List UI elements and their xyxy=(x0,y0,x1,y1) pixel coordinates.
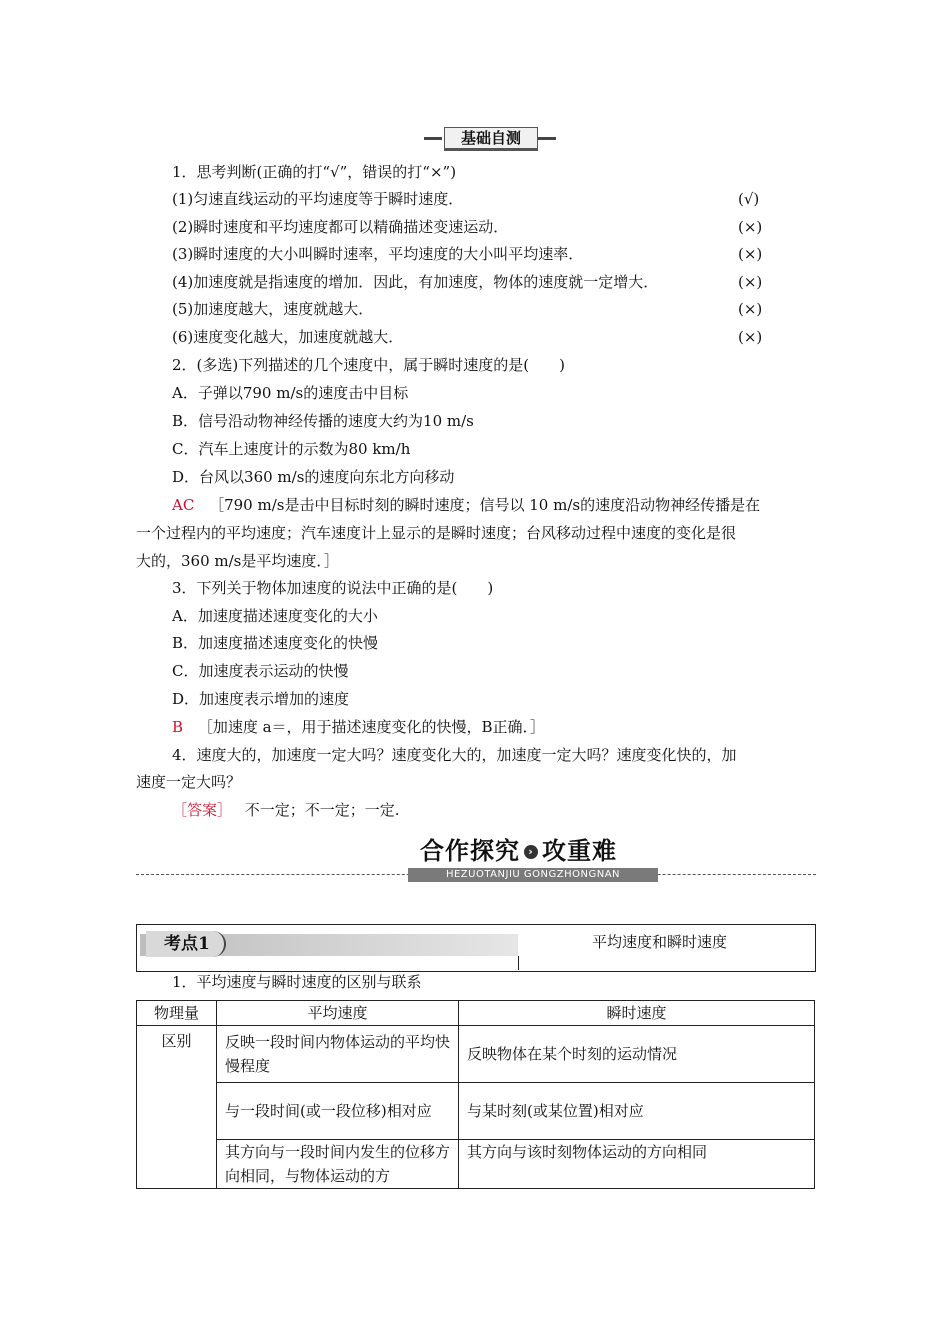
table-row xyxy=(137,1026,815,1083)
table-cell: 其方向与该时刻物体运动的方向相同 xyxy=(459,1140,815,1189)
banner-title-left: 合作探究 xyxy=(420,837,520,865)
q4-answer-label: ［答案］ xyxy=(172,801,233,819)
q1-item-3: (3)瞬时速度的大小叫瞬时速率，平均速度的大小叫平均速率． xyxy=(172,245,584,263)
table-header-cell: 物理量 xyxy=(137,1001,217,1026)
q2-explanation-2: 一个过程内的平均速度；汽车速度计上显示的是瞬时速度；台风移动过程中速度的变化是很 xyxy=(136,524,737,542)
table-cell: 与一段时间(或一段位移)相对应 xyxy=(217,1083,459,1140)
q1-stem: 1．思考判断(正确的打“√”，错误的打“×”) xyxy=(172,163,457,181)
section-header-label: 基础自测 xyxy=(444,127,538,151)
header-left-bar xyxy=(424,137,442,140)
q1-item-4: (4)加速度就是指速度的增加．因此，有加速度，物体的速度就一定增大． xyxy=(172,273,659,291)
q2-explanation-1: ［790 m/s是击中目标时刻的瞬时速度；信号以 10 m/s的速度沿动物神经传播是在 xyxy=(209,496,761,514)
q1-mark-5: (×) xyxy=(738,300,763,318)
q3-option-d: D．加速度表示增加的速度 xyxy=(172,690,350,708)
q2-option-a: A．子弹以790 m/s的速度击中目标 xyxy=(172,384,409,402)
arrow-right-icon: › xyxy=(524,845,538,859)
q1-mark-4: (×) xyxy=(738,273,763,291)
kaodian-title: 平均速度和瞬时速度 xyxy=(592,933,728,951)
q1-item-1: (1)匀速直线运动的平均速度等于瞬时速度． xyxy=(172,190,464,208)
q3-answer: B xyxy=(172,718,184,736)
kaodian-badge: 考点1 xyxy=(146,931,226,957)
table-row xyxy=(137,1083,815,1140)
q3-explanation: ［加速度 a＝，用于描述速度变化的快慢，B正确．］ xyxy=(197,718,546,736)
table-row xyxy=(137,1140,815,1189)
q1-item-5: (5)加速度越大，速度就越大． xyxy=(172,300,374,318)
table-header-row xyxy=(137,1001,815,1026)
table-header-cell: 平均速度 xyxy=(217,1001,459,1026)
q1-mark-1: (√) xyxy=(738,190,760,208)
banner-subtitle: HEZUOTANJIU GONGZHONGNAN xyxy=(408,868,658,882)
q3-option-b: B．加速度描述速度变化的快慢 xyxy=(172,634,379,652)
section-header xyxy=(424,127,556,149)
q2-option-d: D．台风以360 m/s的速度向东北方向移动 xyxy=(172,468,455,486)
row-label-cell: 区别 xyxy=(137,1026,217,1189)
q1-mark-6: (×) xyxy=(738,328,763,346)
table-cell: 反映物体在某个时刻的运动情况 xyxy=(459,1026,815,1083)
section1-heading: 1．平均速度与瞬时速度的区别与联系 xyxy=(172,973,422,991)
q4-stem-1: 4．速度大的，加速度一定大吗？速度变化大的，加速度一定大吗？速度变化快的，加 xyxy=(172,746,737,764)
q1-mark-2: (×) xyxy=(738,218,763,236)
q3-answer-line xyxy=(172,717,545,737)
q2-answer-line xyxy=(172,495,760,515)
q1-item-2: (2)瞬时速度和平均速度都可以精确描述变速运动． xyxy=(172,218,509,236)
q4-answer-line xyxy=(172,800,400,820)
q1-mark-3: (×) xyxy=(738,245,763,263)
q3-option-c: C．加速度表示运动的快慢 xyxy=(172,662,349,680)
kaodian-divider xyxy=(518,956,519,970)
table-header-cell: 瞬时速度 xyxy=(459,1001,815,1026)
table-cell: 与某时刻(或某位置)相对应 xyxy=(459,1083,815,1140)
q4-answer: 不一定；不一定；一定. xyxy=(244,801,400,819)
q2-option-c: C．汽车上速度计的示数为80 km/h xyxy=(172,440,411,458)
q2-option-b: B．信号沿动物神经传播的速度大约为10 m/s xyxy=(172,412,474,430)
banner-title xyxy=(420,836,617,866)
banner-title-right: 攻重难 xyxy=(542,837,617,865)
q2-stem: 2．(多选)下列描述的几个速度中，属于瞬时速度的是( ) xyxy=(172,356,565,374)
header-right-bar xyxy=(538,137,556,140)
q3-option-a: A．加速度描述速度变化的大小 xyxy=(172,607,378,625)
q4-stem-2: 速度一定大吗？ xyxy=(136,773,242,791)
comparison-table xyxy=(136,1000,815,1189)
table-cell: 反映一段时间内物体运动的平均快慢程度 xyxy=(217,1026,459,1083)
q1-item-6: (6)速度变化越大，加速度就越大． xyxy=(172,328,404,346)
q2-answer: AC xyxy=(172,496,195,514)
q3-stem: 3．下列关于物体加速度的说法中正确的是( ) xyxy=(172,579,494,597)
q2-explanation-3: 大的，360 m/s是平均速度．］ xyxy=(136,552,339,570)
table-cell: 其方向与一段时间内发生的位移方向相同，与物体运动的方 xyxy=(217,1140,459,1189)
